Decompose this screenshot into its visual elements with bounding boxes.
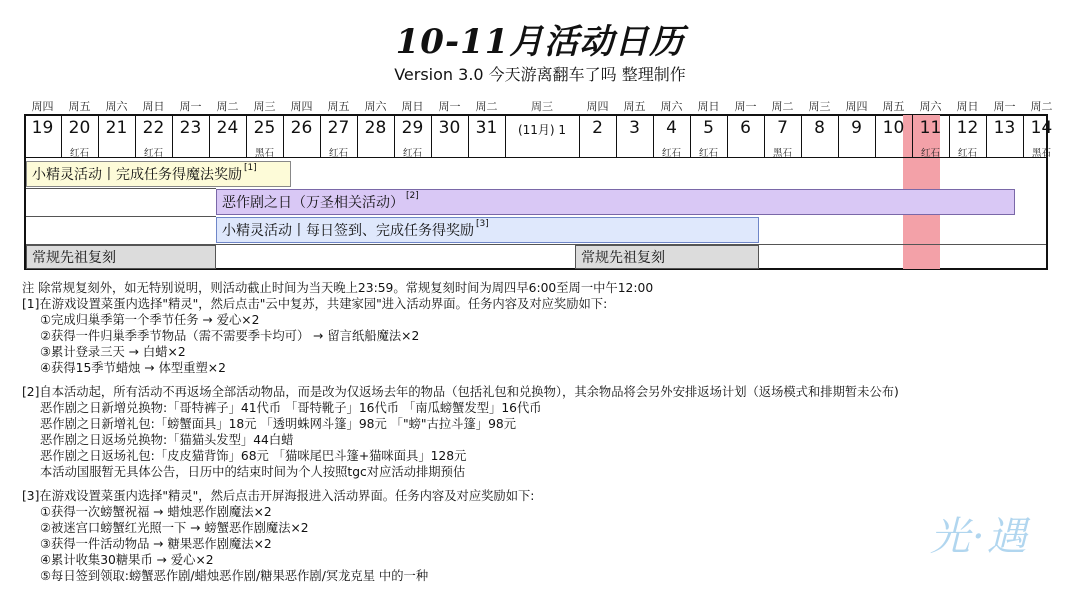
event-sprite-tasks: [26, 161, 291, 187]
note-3-item: ②被迷宫口螃蟹红光照一下 → 螃蟹恶作剧魔法×2: [40, 521, 309, 535]
day-of-week: 周二: [771, 100, 794, 113]
note-3-heading: [3]在游戏设置菜蛋内选择"精灵"，然后点击开屏海报进入活动界面。任务内容及对应奖励如下:: [22, 489, 535, 503]
day-number: 12: [956, 118, 979, 138]
day-divider: [135, 114, 136, 158]
day-number: 29: [401, 118, 424, 138]
event-halloween: [216, 189, 1015, 215]
event-sprite-signin: [216, 217, 759, 243]
day-of-week: 周三: [808, 100, 831, 113]
day-divider: [505, 114, 506, 158]
day-divider: [283, 114, 284, 158]
day-of-week: 周二: [1030, 100, 1053, 113]
day-of-week: 周一: [993, 100, 1016, 113]
day-divider: [172, 114, 173, 158]
day-number: 30: [438, 118, 461, 138]
day-divider: [579, 114, 580, 158]
note-2-item: 恶作剧之日返场礼包:「皮皮猫背饰」68元 「猫咪尾巴斗篷+猫咪面具」128元: [40, 449, 467, 463]
day-number: 27: [327, 118, 350, 138]
event-label: 小精灵活动丨完成任务得魔法奖励: [32, 167, 242, 183]
note-3-item: ⑤每日签到领取:螃蟹恶作剧/蜡烛恶作剧/糖果恶作剧/冥龙克星 中的一种: [40, 569, 429, 583]
day-number: 3: [629, 118, 640, 138]
day-tag: 红石: [69, 148, 89, 159]
day-of-week: 周六: [919, 100, 942, 113]
calendar-header-divider: [24, 157, 1048, 158]
note-general: 注 除常规复刻外，如无特别说明，则活动截止时间为当天晚上23:59。常规复刻时间为周四早6:00至周一中午12:00: [22, 281, 654, 295]
note-2-item: 本活动国服暂无具体公告，日历中的结束时间为个人按照tgc对应活动排期预估: [40, 465, 466, 479]
day-of-week: 周日: [697, 100, 720, 113]
day-number: 4: [666, 118, 677, 138]
day-divider: [727, 114, 728, 158]
day-divider: [764, 114, 765, 158]
day-of-week: 周三: [253, 100, 276, 113]
day-number: 14: [1030, 118, 1053, 138]
day-number: 7: [777, 118, 788, 138]
day-of-week: 周六: [364, 100, 387, 113]
day-number: 28: [364, 118, 387, 138]
note-3-item: ③获得一件活动物品 → 糖果恶作剧魔法×2: [40, 537, 272, 551]
day-number: 26: [290, 118, 313, 138]
day-of-week: 周四: [586, 100, 609, 113]
day-number: 19: [31, 118, 54, 138]
day-divider: [98, 114, 99, 158]
day-of-week: 周日: [142, 100, 165, 113]
day-tag: 红石: [698, 148, 718, 159]
day-tag: 红石: [143, 148, 163, 159]
day-divider: [320, 114, 321, 158]
note-2-item: 恶作剧之日返场兑换物:「猫猫头发型」44白蜡: [40, 433, 294, 447]
day-tag: 黑石: [772, 148, 792, 159]
note-1-item: ③累计登录三天 → 白蜡×2: [40, 345, 186, 359]
row-divider: [26, 188, 216, 189]
day-of-week: 周四: [31, 100, 54, 113]
day-of-week: 周五: [327, 100, 350, 113]
day-divider: [431, 114, 432, 158]
day-divider: [801, 114, 802, 158]
note-1-heading: [1]在游戏设置菜蛋内选择"精灵"，然后点击"云中复苏，共建家园"进入活动界面。任务内容及对应奖励如下:: [22, 297, 608, 311]
day-of-week: 周四: [290, 100, 313, 113]
day-divider: [690, 114, 691, 158]
day-divider: [1023, 114, 1024, 158]
day-divider: [653, 114, 654, 158]
event-label: 常规先祖复刻: [32, 250, 116, 266]
day-number: 11: [919, 118, 942, 138]
day-divider: [246, 114, 247, 158]
event-label: 恶作剧之日（万圣相关活动）: [222, 195, 404, 211]
day-of-week: 周五: [68, 100, 91, 113]
day-tag: 红石: [328, 148, 348, 159]
day-of-week: 周二: [475, 100, 498, 113]
note-1-item: ④获得15季节蜡烛 → 体型重塑×2: [40, 361, 226, 375]
day-divider: [61, 114, 62, 158]
day-of-week: 周三: [531, 100, 553, 113]
day-tag: 红石: [920, 148, 940, 159]
day-number: (11月) 1: [517, 123, 567, 137]
row-divider: [26, 216, 216, 217]
event-ref: [2]: [406, 191, 419, 201]
note-2-item: 恶作剧之日新增兑换物:「哥特裤子」41代币 「哥特靴子」16代币 「南瓜螃蟹发型」16代币: [40, 401, 542, 415]
day-of-week: 周日: [401, 100, 424, 113]
note-1-item: ①完成归巢季第一个季节任务 → 爱心×2: [40, 313, 260, 327]
day-divider: [394, 114, 395, 158]
day-number: 31: [475, 118, 498, 138]
day-number: 24: [216, 118, 239, 138]
day-of-week: 周一: [734, 100, 757, 113]
event-label: 常规先祖复刻: [581, 250, 665, 266]
day-tag: 黑石: [254, 148, 274, 159]
day-of-week: 周四: [845, 100, 868, 113]
day-of-week: 周五: [623, 100, 646, 113]
event-ancestor-rerun-1: [26, 245, 216, 269]
note-3-item: ①获得一次螃蟹祝福 → 蜡烛恶作剧魔法×2: [40, 505, 272, 519]
day-number: 21: [105, 118, 128, 138]
day-of-week: 周一: [438, 100, 461, 113]
day-of-week: 周五: [882, 100, 905, 113]
note-2-heading: [2]自本活动起，所有活动不再返场全部活动物品，而是改为仅返场去年的物品（包括礼包和兑换物），其余物品将会另外安排返场计划（返场模式和排期暂未公布): [22, 385, 899, 399]
day-of-week: 周二: [216, 100, 239, 113]
page-title: 10-11月活动日历: [395, 22, 685, 62]
day-of-week: 周日: [956, 100, 979, 113]
day-divider: [912, 114, 913, 158]
day-of-week: 周一: [179, 100, 202, 113]
day-divider: [986, 114, 987, 158]
watermark-logo: 光·遇: [930, 514, 1029, 560]
day-divider: [616, 114, 617, 158]
day-divider: [357, 114, 358, 158]
note-1-item: ②获得一件归巢季季节物品（需不需要季卡均可） → 留言纸船魔法×2: [40, 329, 420, 343]
day-of-week: 周六: [105, 100, 128, 113]
day-divider: [468, 114, 469, 158]
day-tag: 红石: [957, 148, 977, 159]
day-number: 9: [851, 118, 862, 138]
day-tag: 红石: [402, 148, 422, 159]
day-number: 2: [592, 118, 603, 138]
day-tag: 红石: [661, 148, 681, 159]
event-ref: [3]: [476, 219, 489, 229]
day-divider: [949, 114, 950, 158]
day-divider: [209, 114, 210, 158]
day-of-week: 周六: [660, 100, 683, 113]
notes-section: [22, 280, 1062, 584]
day-number: 23: [179, 118, 202, 138]
day-number: 6: [740, 118, 751, 138]
day-number: 22: [142, 118, 165, 138]
day-number: 10: [882, 118, 905, 138]
day-divider: [875, 114, 876, 158]
day-number: 13: [993, 118, 1016, 138]
event-ancestor-rerun-2: [575, 245, 759, 269]
day-number: 5: [703, 118, 714, 138]
day-number: 20: [68, 118, 91, 138]
event-ref: [1]: [244, 163, 257, 173]
note-3-item: ④累计收集30糖果币 → 爱心×2: [40, 553, 214, 567]
event-label: 小精灵活动丨每日签到、完成任务得奖励: [222, 223, 474, 239]
note-2-item: 恶作剧之日新增礼包:「螃蟹面具」18元 「透明蛛网斗篷」98元 「"螃"古拉斗篷」98元: [40, 417, 517, 431]
subtitle: Version 3.0 今天游离翻车了吗 整理制作: [394, 65, 686, 84]
day-tag: 黑石: [1031, 148, 1051, 159]
day-number: 25: [253, 118, 276, 138]
day-number: 8: [814, 118, 825, 138]
day-divider: [838, 114, 839, 158]
